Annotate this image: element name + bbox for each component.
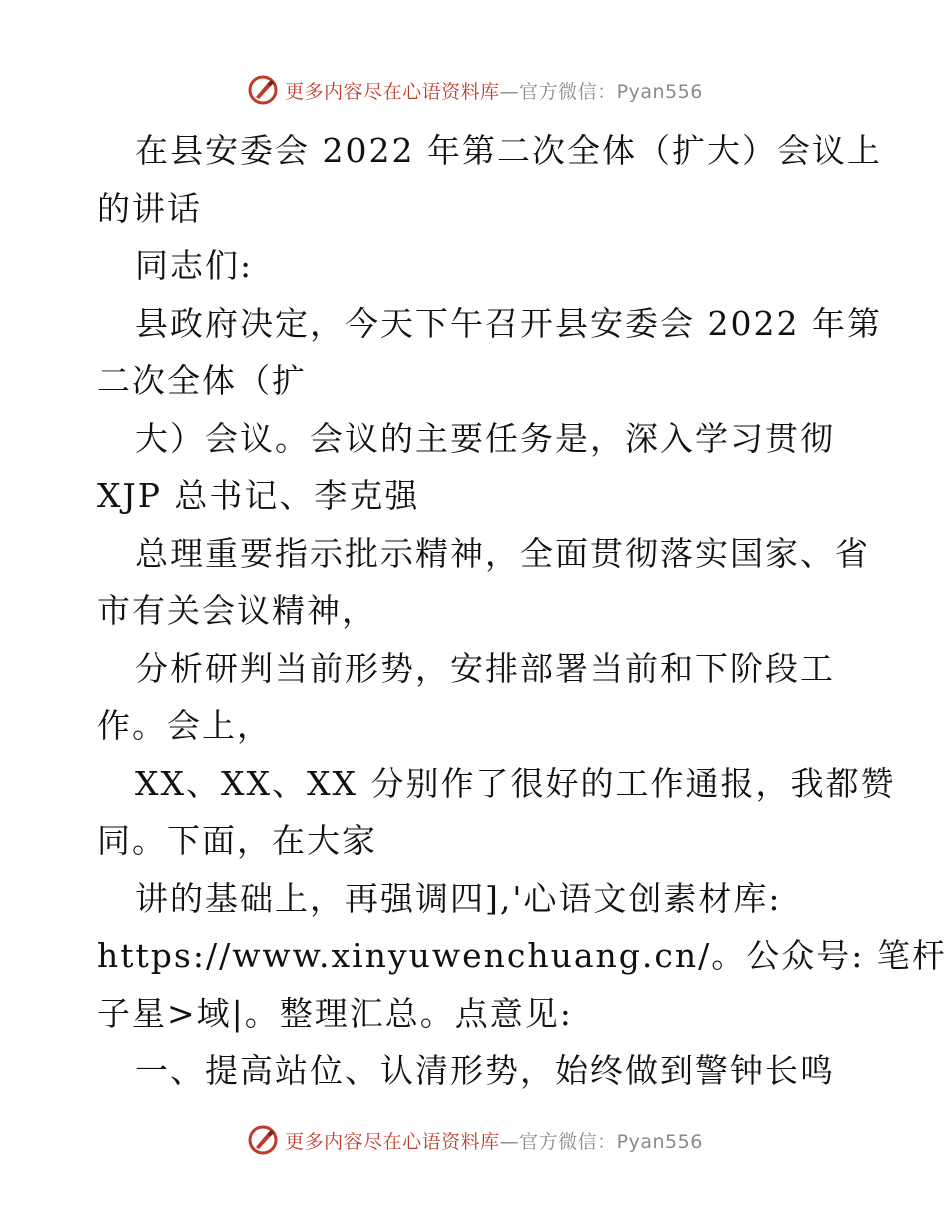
text-line: 大）会议。会议的主要任务是，深入学习贯彻	[135, 418, 835, 458]
pen-logo-icon	[247, 74, 279, 106]
watermark-text	[285, 1127, 703, 1154]
text-line: 同志们:	[135, 246, 254, 285]
text-line: 子星>域|。整理汇总。点意见:	[97, 993, 573, 1033]
text-line: 讲的基础上，再强调四],'心语文创素材库:	[135, 878, 782, 918]
text-line: XJP 总书记、李克强	[97, 476, 420, 515]
pen-logo-icon	[247, 1124, 279, 1156]
text-line: 作。会上，	[97, 706, 272, 745]
text-line: 总理重要指示批示精神，全面贯彻落实国家、省	[135, 533, 870, 573]
text-line: 二次全体（扩	[97, 361, 307, 400]
watermark-text-main: 更多内容尽在心语资料库	[285, 80, 500, 103]
text-line: 一、提高站位、认清形势，始终做到警钟长鸣	[135, 1051, 835, 1090]
text-line: 的讲话	[97, 188, 202, 228]
text-line: XX、XX、XX 分别作了很好的工作通报，我都赞	[135, 763, 896, 803]
watermark-header	[0, 72, 950, 108]
watermark-footer	[0, 1122, 950, 1158]
text-line: 分析研判当前形势，安排部署当前和下阶段工	[135, 648, 835, 688]
text-line: 市有关会议精神，	[97, 591, 377, 630]
text-line: 在县安委会 2022 年第二次全体（扩大）会议上	[135, 131, 882, 170]
watermark-text-contact: —官方微信：Pyan556	[499, 80, 703, 103]
text-line: 县政府决定，今天下午召开县安委会 2022 年第	[135, 303, 882, 343]
watermark-text	[285, 77, 703, 104]
watermark-text-main: 更多内容尽在心语资料库	[285, 1130, 500, 1153]
document-body	[97, 122, 947, 1100]
text-line: 同。下面，在大家	[97, 821, 377, 860]
watermark-text-contact: —官方微信：Pyan556	[499, 1130, 703, 1153]
text-line: https://www.xinyuwenchuang.cn/。公众号: 笔杆	[97, 936, 947, 975]
